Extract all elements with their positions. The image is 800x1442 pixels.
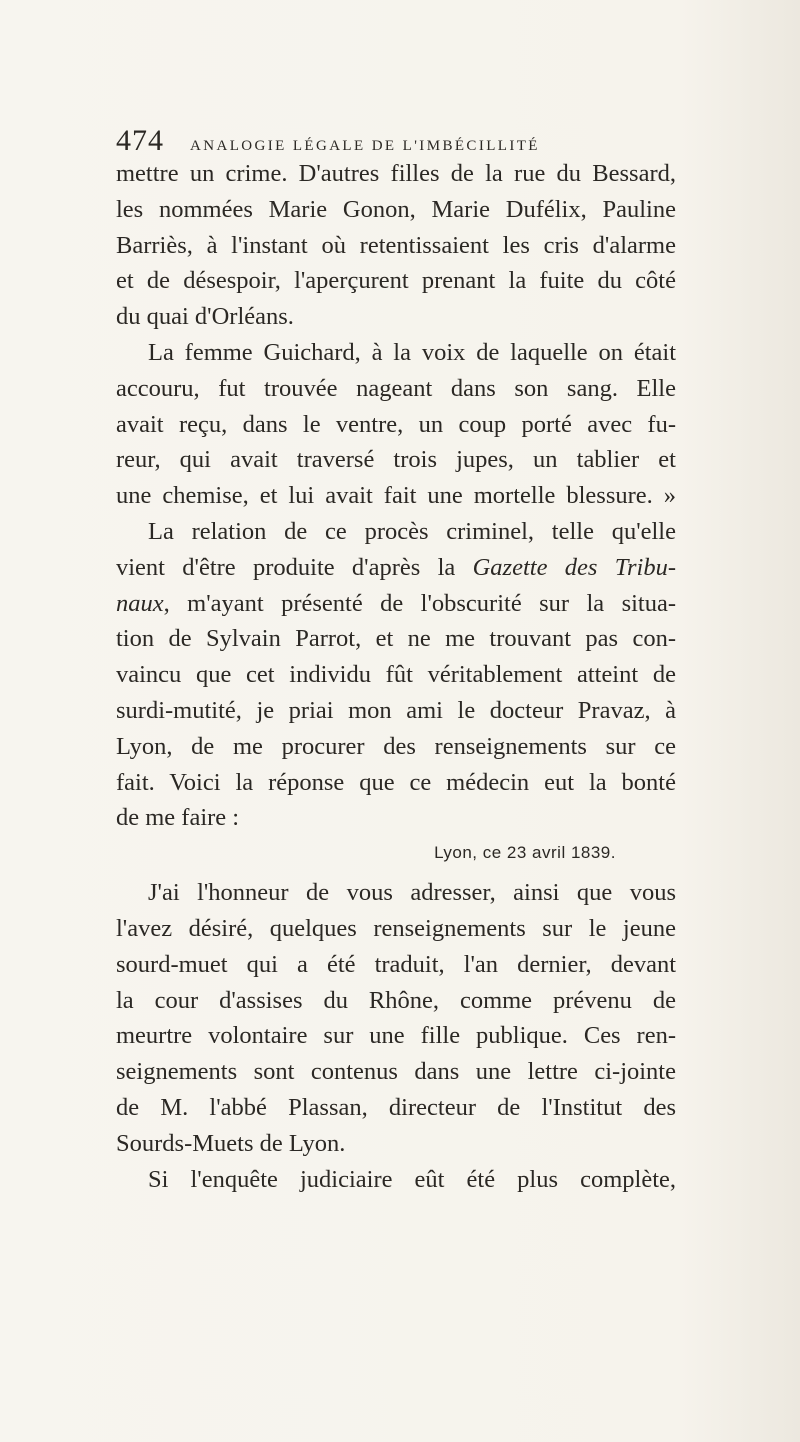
text-line: les nommées Marie Gonon, Marie Dufélix, Pauline xyxy=(116,195,676,223)
text-line: avait reçu, dans le ventre, un coup porté avec fu- xyxy=(116,410,676,438)
text-line: accouru, fut trouvée nageant dans son sang. Elle xyxy=(116,374,676,402)
text-line: fait. Voici la réponse que ce médecin eut la bonté xyxy=(116,768,676,796)
letter-line: Sourds-Muets de Lyon. xyxy=(116,1129,346,1157)
running-title: ANALOGIE LÉGALE DE L'IMBÉCILLITÉ xyxy=(190,138,540,154)
text-line: Lyon, de me procurer des renseignements sur ce xyxy=(116,732,676,760)
letter-line: la cour d'assises du Rhône, comme prévenu de xyxy=(116,986,676,1014)
text-line: une chemise, et lui avait fait une mortelle blessure. » xyxy=(116,482,676,510)
text-line: vaincu que cet individu fût véritablement atteint de xyxy=(116,661,676,689)
text-line: du quai d'Orléans. xyxy=(116,303,294,331)
letter-dateline: Lyon, ce 23 avril 1839. xyxy=(434,843,616,863)
text-line: de me faire : xyxy=(116,804,240,832)
page-header xyxy=(116,124,676,158)
paragraph-start-line: La relation de ce procès criminel, telle qu'elle xyxy=(148,517,676,545)
letter-line: meurtre volontaire sur une fille publique. Ces ren- xyxy=(116,1022,676,1050)
text-line: Barriès, à l'instant où retentissaient les cris d'alarme xyxy=(116,231,676,259)
letter-line: sourd-muet qui a été traduit, l'an dernier, devant xyxy=(116,950,676,978)
paragraph-start-line: Si l'enquête judiciaire eût été plus complète, xyxy=(148,1165,676,1193)
letter-start-line: J'ai l'honneur de vous adresser, ainsi que vous xyxy=(148,879,676,907)
body-text xyxy=(116,156,676,1197)
text-fragment: vient d'être produite d'après la xyxy=(116,553,456,581)
letter-line: de M. l'abbé Plassan, directeur de l'Institut des xyxy=(116,1093,676,1121)
text-line xyxy=(116,586,676,622)
letter-line: l'avez désiré, quelques renseignements sur le jeune xyxy=(116,914,676,942)
text-line xyxy=(116,550,676,586)
text-line: mettre un crime. D'autres filles de la rue du Bessard, xyxy=(116,160,676,187)
text-fragment: , m'ayant présenté de l'obscurité sur la situa- xyxy=(163,589,676,617)
text-line: surdi-mutité, je priai mon ami le docteur Pravaz, à xyxy=(116,696,676,724)
text-line: et de désespoir, l'aperçurent prenant la fuite du côté xyxy=(116,267,676,295)
paragraph-start-line: La femme Guichard, à la voix de laquelle on était xyxy=(148,338,676,366)
citation-title-end: naux xyxy=(116,589,164,617)
page-number: 474 xyxy=(116,124,164,157)
citation-title: Gazette des Tribu- xyxy=(472,553,676,581)
text-line: tion de Sylvain Parrot, et ne me trouvant pas con- xyxy=(116,625,676,653)
letter-line: seignements sont contenus dans une lettre ci-jointe xyxy=(116,1058,676,1086)
text-line: reur, qui avait traversé trois jupes, un tablier et xyxy=(116,446,676,474)
